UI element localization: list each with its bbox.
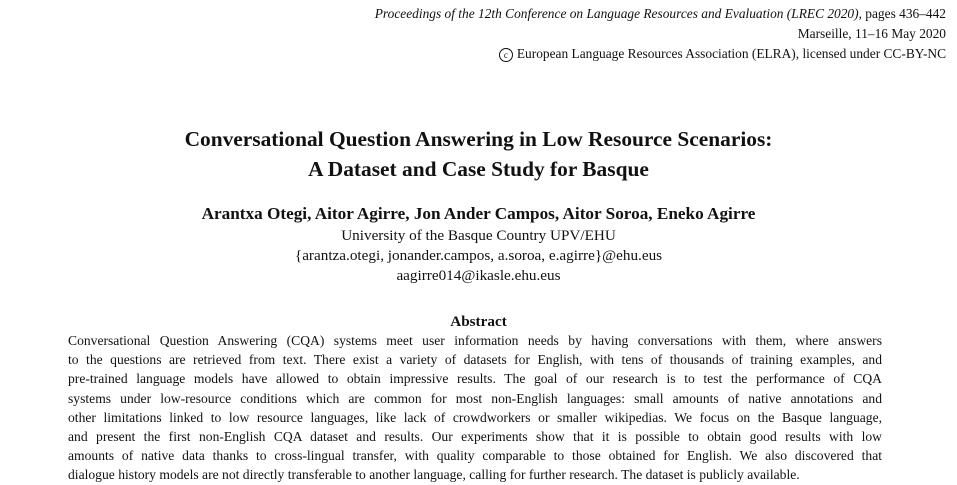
- affiliation: University of the Basque Country UPV/EHU: [341, 227, 616, 244]
- author-affiliation-block: [0, 226, 957, 286]
- paper-title-line-2: A Dataset and Case Study for Basque: [308, 157, 649, 181]
- abstract-line: amounts of native data thanks to cross-lingual transfer, with quality comparable to those obtained for English. We also discovered that: [68, 448, 882, 464]
- abstract-body: [68, 331, 882, 485]
- abstract-line: Conversational Question Answering (CQA) systems meet user information needs by having conversations with them, where answers: [68, 333, 882, 348]
- author-email-secondary: aagirre014@ikasle.ehu.eus: [396, 267, 561, 284]
- paper-authors: Arantxa Otegi, Aitor Agirre, Jon Ander Campos, Aitor Soroa, Eneko Agirre: [201, 204, 756, 223]
- paper-title: [0, 124, 957, 184]
- abstract-line: pre-trained language models have allowed to obtain impressive results. The goal of our research is to test the performance of CQA: [68, 371, 882, 387]
- author-emails: {arantza.otegi, jonander.campos, a.soroa, e.agirre}@ehu.eus: [294, 247, 663, 264]
- abstract-line: to the questions are retrieved from text. There exist a variety of datasets for English, with tens of thousands of training examples, and: [68, 352, 882, 368]
- abstract-line: and present the first non-English CQA dataset and results. Our experiments show that it is possible to obtain good results with low: [68, 429, 882, 445]
- proceedings-location-date: Marseille, 11–16 May 2020: [797, 26, 946, 41]
- abstract-line: other limitations linked to low resource languages, like lack of crowdworkers or smaller wikipedias. We focus on the Basque language,: [68, 409, 882, 425]
- copyright-text: European Language Resources Association (ELRA), licensed under CC-BY-NC: [516, 46, 946, 61]
- abstract-heading: Abstract: [450, 313, 507, 330]
- abstract-line: dialogue history models are not directly transferable to another language, calling for further research. The dataset is publicly available.: [68, 467, 800, 483]
- proceedings-venue-line: [375, 4, 946, 24]
- proceedings-copyright: [375, 44, 946, 64]
- copyright-icon: c: [499, 48, 513, 62]
- proceedings-pages: , pages 436–442: [858, 6, 946, 21]
- proceedings-venue: Proceedings of the 12th Conference on Language Resources and Evaluation (LREC 2020): [374, 6, 859, 21]
- abstract-line: systems under low-resource conditions which are common for most non-English languages: small amounts of native annotations and: [68, 390, 882, 406]
- paper-title-line-1: Conversational Question Answering in Low Resource Scenarios:: [184, 127, 773, 151]
- proceedings-header: [375, 4, 946, 64]
